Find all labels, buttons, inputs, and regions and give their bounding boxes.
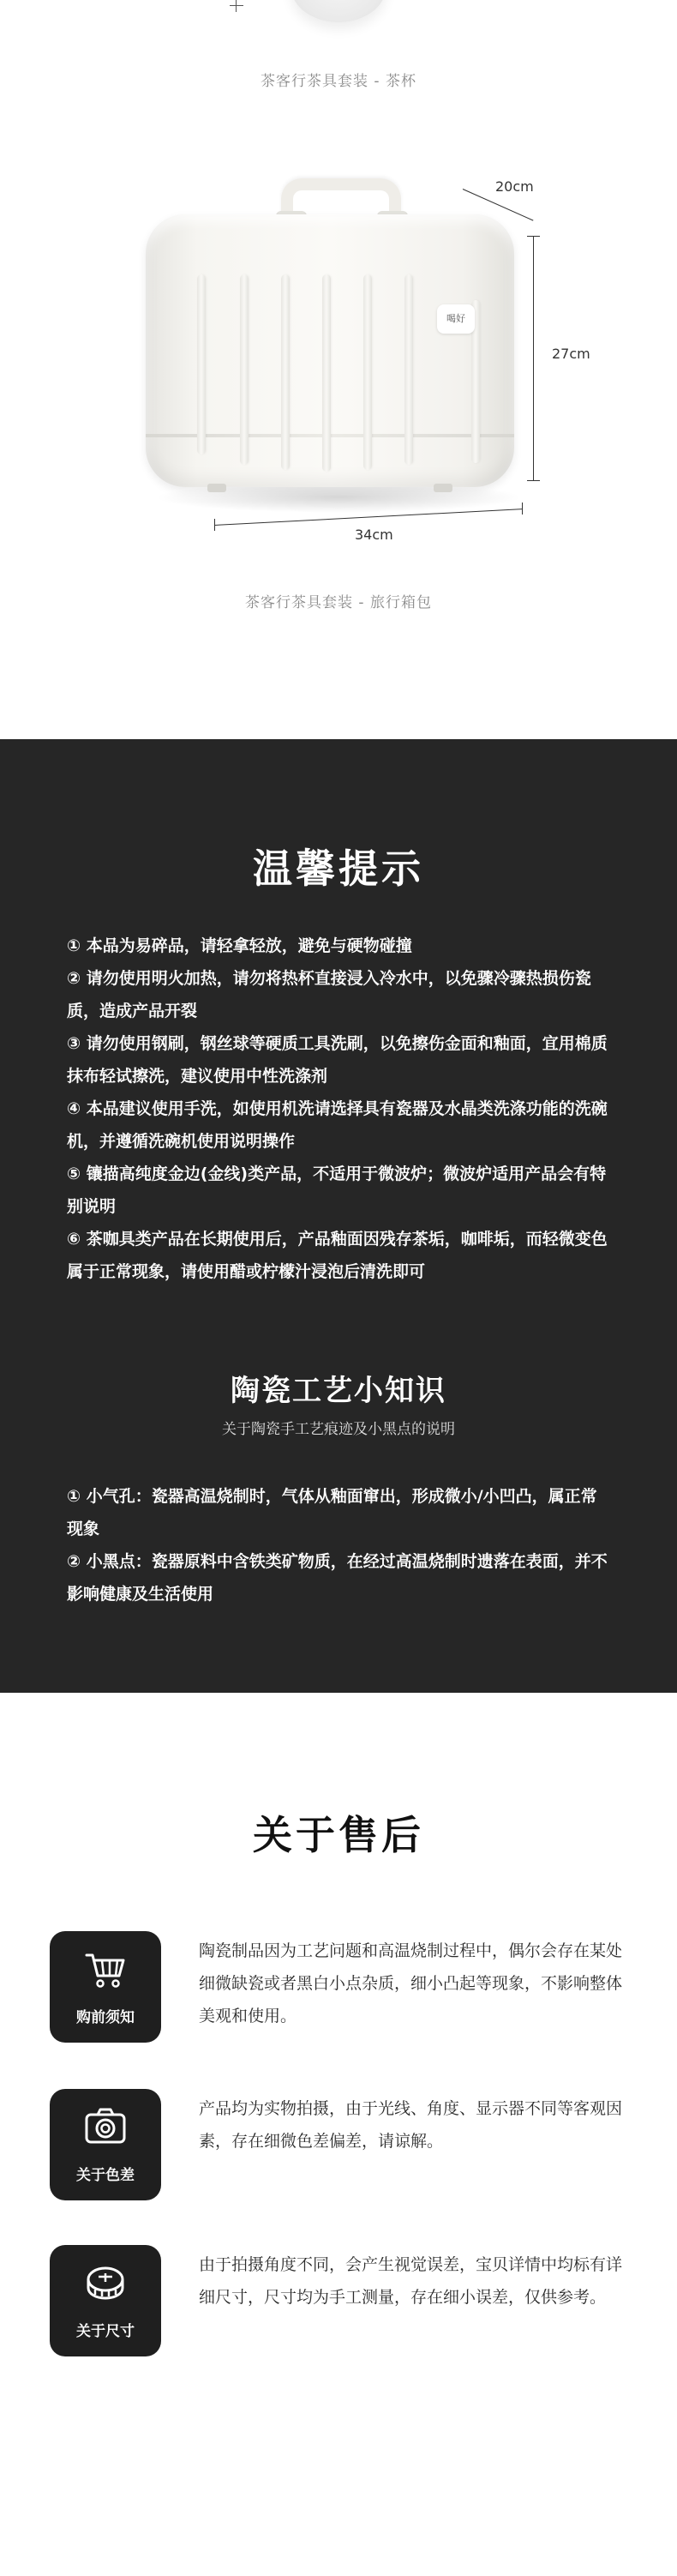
after-sales-title: 关于售后 bbox=[253, 1812, 424, 1858]
teacup-image bbox=[291, 0, 386, 22]
case-ridge bbox=[197, 274, 206, 454]
height-dimension-tick bbox=[527, 236, 540, 237]
list-item: ① 小气孔：瓷器高温烧制时，气体从釉面窜出，形成微小/小凹凸，属正常现象 bbox=[67, 1487, 597, 1538]
list-item: ④ 本品建议使用手洗，如使用机洗请选择具有瓷器及水晶类洗涤功能的洗碗机，并遵循洗碗机使用说明操作 bbox=[67, 1099, 608, 1151]
case-foot bbox=[207, 484, 226, 492]
height-dimension-label: 27cm bbox=[552, 346, 590, 362]
pre-purchase-badge bbox=[50, 1931, 161, 2043]
after-sales-item-pre-purchase bbox=[50, 1931, 632, 2043]
badge-label: 关于色差 bbox=[76, 2167, 135, 2184]
teacup-caption: 茶客行茶具套装 - 茶杯 bbox=[261, 73, 416, 90]
list-item: ⑤ 镶描高纯度金边(金线)类产品，不适用于微波炉；微波炉适用产品会有特别说明 bbox=[67, 1165, 607, 1216]
pre-purchase-text: 陶瓷制品因为工艺问题和高温烧制过程中，偶尔会存在某处细微缺瓷或者黑白小点杂质，细小凸起等现象，不影响整体美观和使用。 bbox=[199, 1941, 623, 2025]
after-sales-item-color-difference bbox=[50, 2089, 632, 2200]
height-dimension-tick bbox=[527, 480, 540, 481]
warm-tips-title: 温馨提示 bbox=[253, 846, 424, 892]
depth-dimension-label: 20cm bbox=[495, 178, 534, 195]
height-dimension-line bbox=[533, 236, 534, 480]
badge-label: 关于尺寸 bbox=[76, 2323, 135, 2340]
size-badge bbox=[50, 2245, 161, 2356]
after-sales-item-size bbox=[50, 2245, 632, 2356]
case-ridge bbox=[281, 274, 290, 470]
case-ridge bbox=[404, 274, 413, 465]
case-logo: 喝好 bbox=[437, 304, 475, 334]
case-ridge bbox=[240, 274, 249, 465]
camera-icon bbox=[83, 2104, 128, 2149]
case-ridge bbox=[322, 274, 331, 472]
travel-case-caption: 茶客行茶具套装 - 旅行箱包 bbox=[245, 594, 432, 611]
list-item: ② 小黑点：瓷器原料中含铁类矿物质，在经过高温烧制时遗落在表面，并不影响健康及生活使用 bbox=[67, 1552, 608, 1604]
product-images-section bbox=[0, 0, 677, 739]
badge-label: 购前须知 bbox=[76, 2009, 135, 2026]
shopping-cart-icon bbox=[83, 1947, 128, 1991]
travel-case-image bbox=[129, 163, 574, 557]
width-dimension-tick bbox=[522, 503, 523, 515]
case-foot bbox=[434, 484, 452, 492]
tape-measure-icon bbox=[83, 2260, 128, 2305]
after-sales-section bbox=[0, 1693, 677, 2576]
case-ridge bbox=[363, 274, 372, 470]
width-dimension-tick bbox=[214, 519, 215, 531]
ceramic-craft-subtitle: 关于陶瓷手工艺痕迹及小黑点的说明 bbox=[222, 1421, 455, 1438]
list-item: ① 本品为易碎品，请轻拿轻放，避免与硬物碰撞 bbox=[67, 936, 412, 955]
warm-tips-list bbox=[67, 930, 612, 1288]
warm-tips-section bbox=[0, 739, 677, 1693]
ceramic-craft-title: 陶瓷工艺小知识 bbox=[231, 1374, 446, 1408]
size-text: 由于拍摄角度不同，会产生视觉误差，宝贝详情中均标有详细尺寸，尺寸均为手工测量，存在细小误差，仅供参考。 bbox=[199, 2255, 623, 2307]
color-difference-badge bbox=[50, 2089, 161, 2200]
list-item: ③ 请勿使用钢刷，钢丝球等硬质工具洗刷，以免擦伤金面和釉面，宜用棉质抹布轻试擦洗，建议使用中性洗涤剂 bbox=[67, 1034, 608, 1086]
list-item: ② 请勿使用明火加热，请勿将热杯直接浸入冷水中，以免骤冷骤热损伤瓷质，造成产品开裂 bbox=[67, 969, 591, 1020]
list-item: ⑥ 茶咖具类产品在长期使用后，产品釉面因残存茶垢，咖啡垢，而轻微变色属于正常现象，请使用醋或柠檬汁浸泡后清洗即可 bbox=[67, 1230, 608, 1281]
crosshair-mark-icon bbox=[230, 0, 243, 12]
width-dimension-label: 34cm bbox=[355, 527, 393, 543]
ceramic-craft-list bbox=[67, 1480, 612, 1610]
color-difference-text: 产品均为实物拍摄，由于光线、角度、显示器不同等客观因素，存在细微色差偏差，请谅解。 bbox=[199, 2099, 623, 2151]
